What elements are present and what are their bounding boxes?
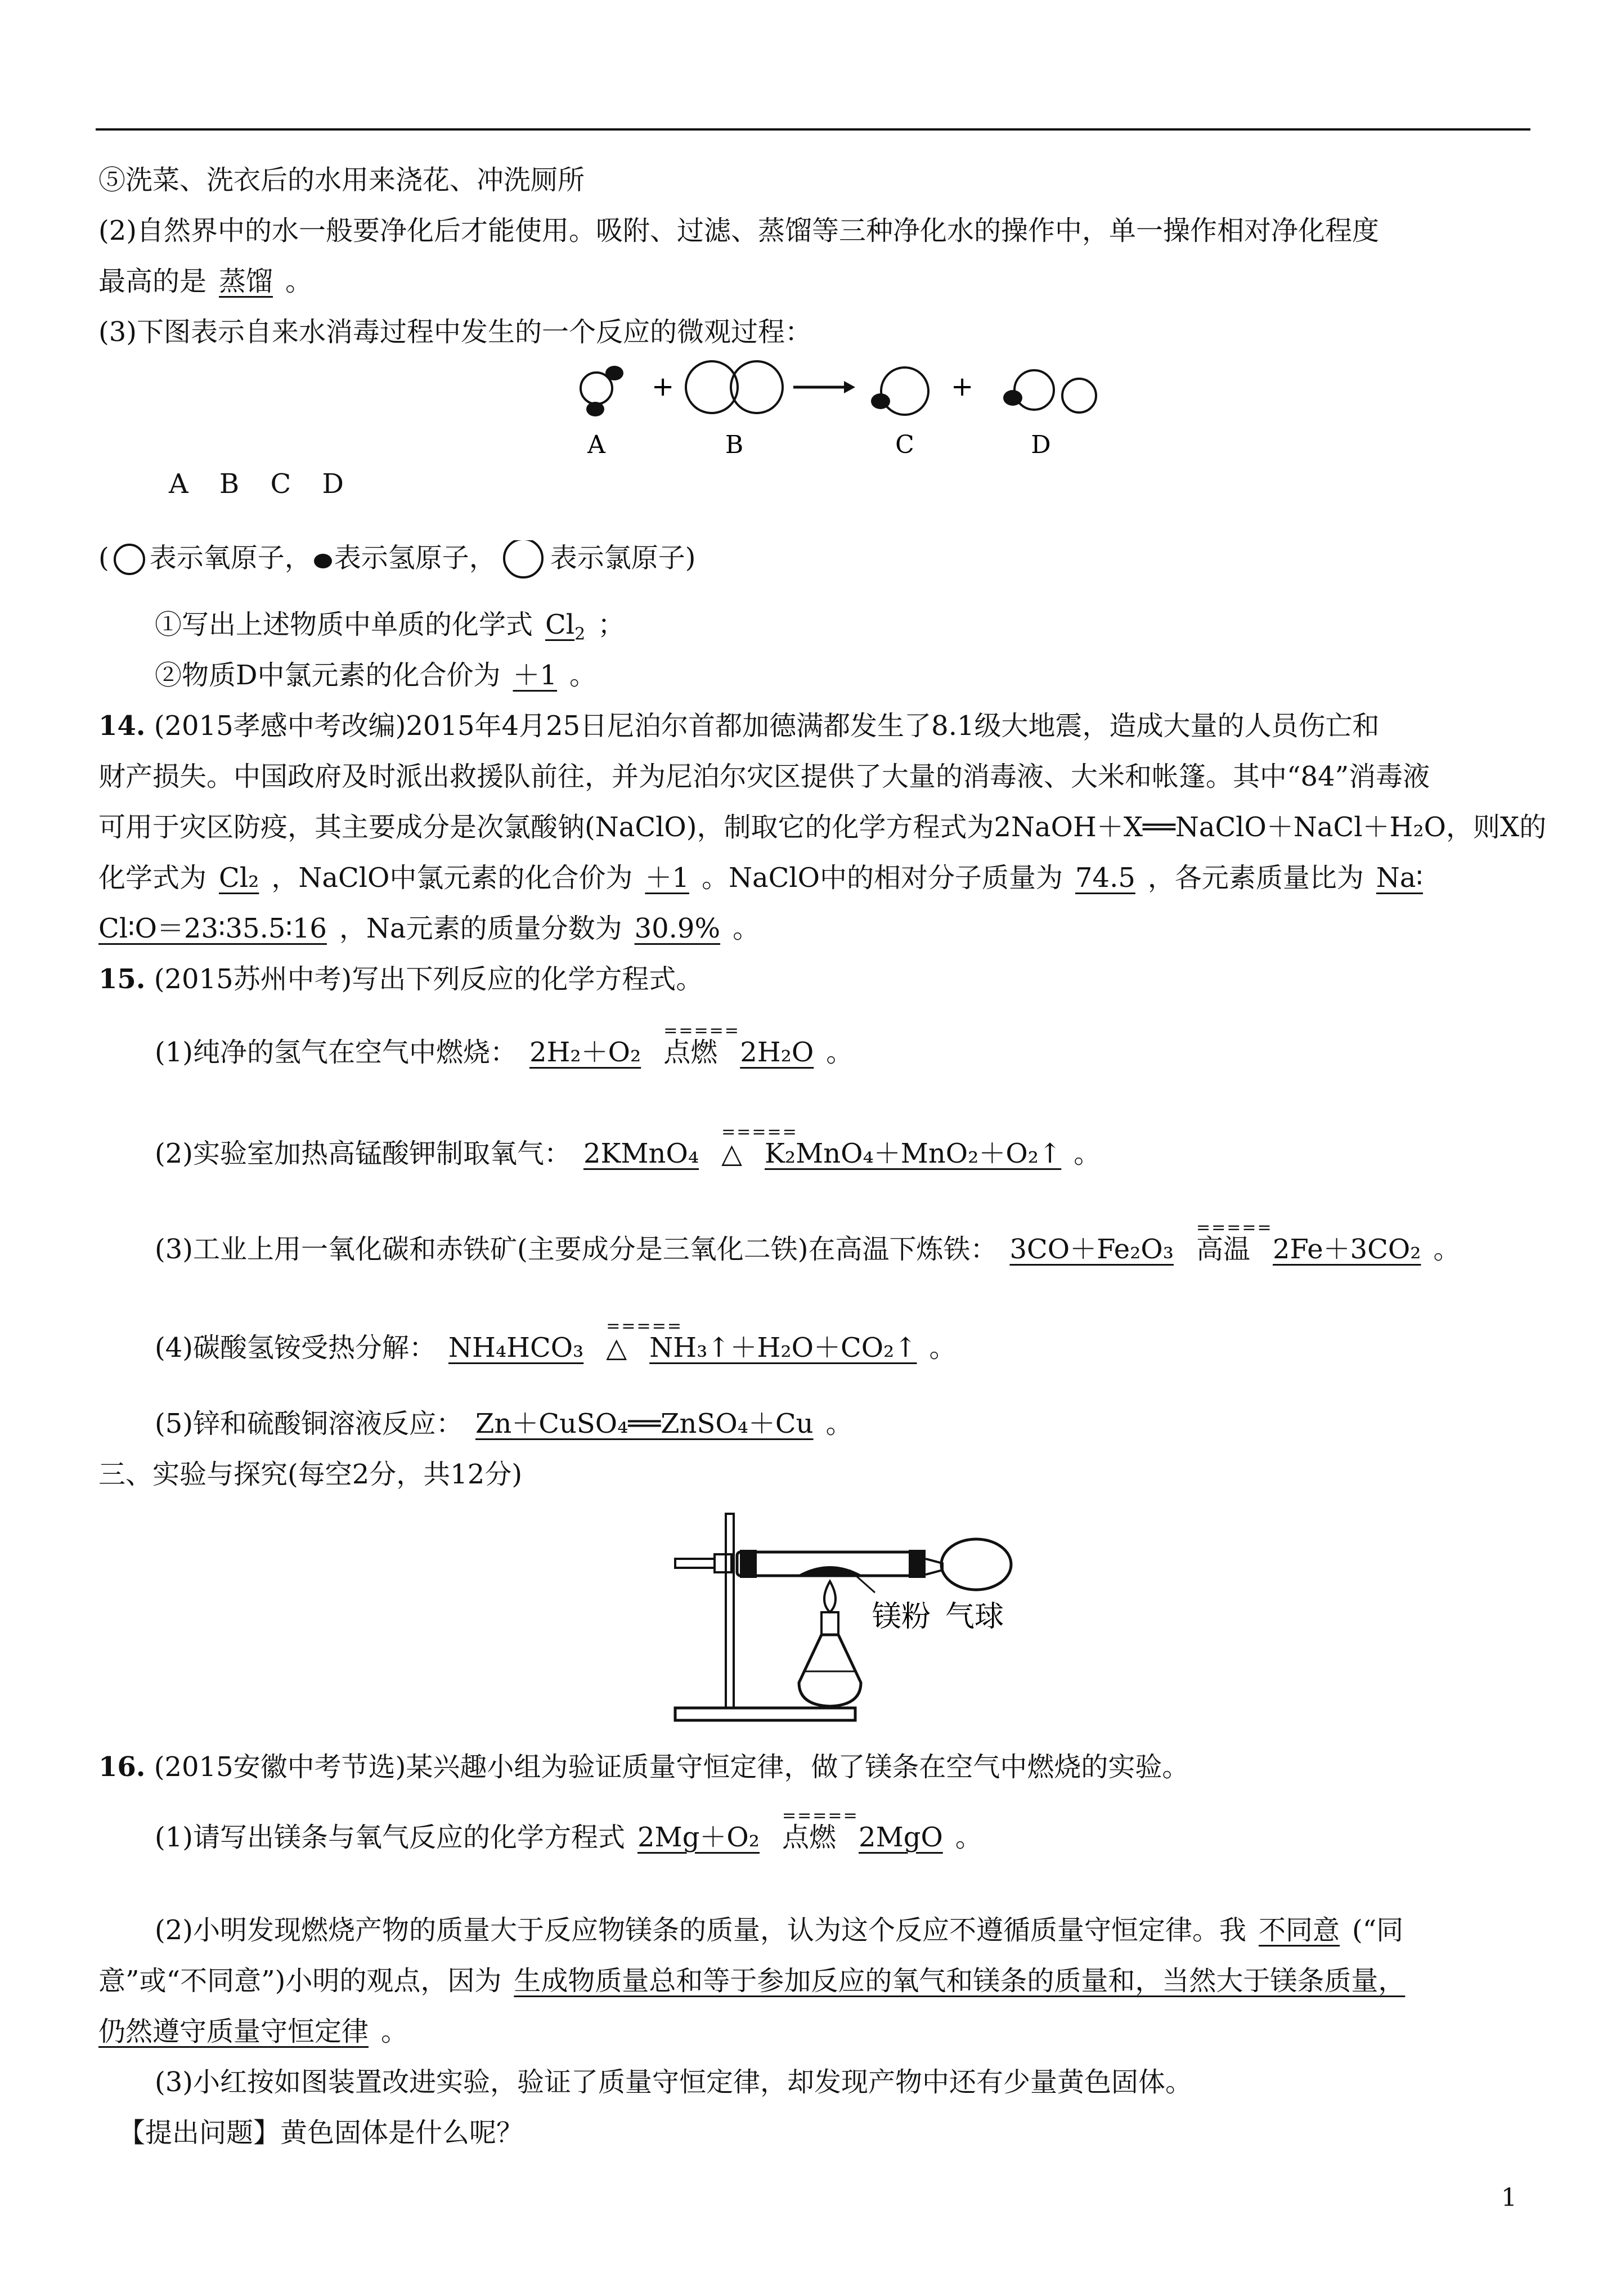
line-legend: ( 表示氧原子， 表示氢原子， 表示氯原子) xyxy=(98,540,696,580)
section-3-title: 三、实验与探究(每空2分，共12分) xyxy=(98,1459,523,1490)
line-question-prompt: 【提出问题】黄色固体是什么呢？ xyxy=(118,2117,524,2149)
page-number: 1 xyxy=(1501,2183,1517,2212)
label-d: D xyxy=(1031,430,1051,459)
label-balloon: 气球 xyxy=(945,1600,1004,1634)
line-q16-2b: 意”或“不同意”)小明的观点，因为 生成物质量总和等于参加反应的氧气和镁条的质量和，当然大于镁条质量， xyxy=(98,1965,1406,1997)
line-r1: (1)纯净的氢气在空气中燃烧： 2H₂＋O₂ ===== 点燃 2H₂O 。 xyxy=(155,1021,854,1068)
label-mg-powder: 镁粉 xyxy=(872,1600,931,1634)
line-r4: (4)碳酸氢铵受热分解： NH₄HCO₃ ===== △ NH₃↑＋H₂O＋CO₂↑ 。 xyxy=(155,1316,957,1364)
answer-distillation: 蒸馏 xyxy=(219,266,273,297)
line-q2a: (2)自然界中的水一般要净化后才能使用。吸附、过滤、蒸馏等三种净化水的操作中，单一操作相对净化程度 xyxy=(98,215,1379,246)
label-c: C xyxy=(895,430,914,459)
svg-text:+: + xyxy=(951,371,974,402)
answer-cl2: $Cl_2$ xyxy=(545,609,586,644)
line-item5: ⑤洗菜、洗衣后的水用来浇花、冲洗厕所 xyxy=(98,164,585,196)
line-abcd: A B C D xyxy=(169,468,344,500)
label-a: A xyxy=(587,430,605,459)
line-q3-1: ①写出上述物质中单质的化学式 $Cl_2$ ； xyxy=(155,609,625,644)
line-q16-2a: (2)小明发现燃烧产物的质量大于反应物镁条的质量，认为这个反应不遵循质量守恒定律。我 不同意 (“同 xyxy=(155,1914,1404,1946)
molecule-reaction-diagram xyxy=(563,352,1114,459)
svg-text:+: + xyxy=(652,371,675,402)
line-q15: 15. (2015苏州中考)写出下列反应的化学方程式。 xyxy=(98,963,703,995)
line-q3-2: ②物质D中氯元素的化合价为 ＋1 。 xyxy=(155,660,597,691)
line-r3: (3)工业上用一氧化碳和赤铁矿(主要成分是三氧化二铁)在高温下炼铁： 3CO＋Fe₂O₃ ===== 高温 2Fe＋3CO₂ 。 xyxy=(155,1218,1461,1265)
line-r2: (2)实验室加热高锰酸钾制取氧气： 2KMnO₄ ===== △ K₂MnO₄＋MnO₂＋O₂↑ 。 xyxy=(155,1122,1101,1169)
line-q16-2c: 仍然遵守质量守恒定律 。 xyxy=(98,2016,408,2047)
chlorine-atom-icon xyxy=(496,540,550,580)
header-rule xyxy=(96,128,1530,131)
oxygen-atom-icon xyxy=(109,544,150,576)
line-q14d: 化学式为 Cl₂ ，NaClO中氯元素的化合价为 ＋1 。NaClO中的相对分子质量为 74.5 ，各元素质量比为 Na∶ xyxy=(98,862,1424,894)
hydrogen-atom-icon xyxy=(312,549,334,571)
answer-valence-d: ＋1 xyxy=(513,660,558,691)
line-q14b: 财产损失。中国政府及时派出救援队前往，并为尼泊尔灾区提供了大量的消毒液、大米和帐篷。其中“84”消毒液 xyxy=(98,761,1430,792)
line-q3: (3)下图表示自来水消毒过程中发生的一个反应的微观过程： xyxy=(98,316,812,348)
line-q14e: Cl∶O＝23∶35.5∶16 ，Na元素的质量分数为 30.9% 。 xyxy=(98,913,760,944)
line-q16-1: (1)请写出镁条与氧气反应的化学方程式 2Mg＋O₂ ===== 点燃 2MgO 。 xyxy=(155,1806,982,1853)
line-q14c: 可用于灾区防疫，其主要成分是次氯酸钠(NaClO)，制取它的化学方程式为2NaOH＋X══NaClO＋NaCl＋H₂O，则X的 xyxy=(98,811,1547,843)
apparatus-figure xyxy=(664,1503,1013,1728)
line-q16-3: (3)小红按如图装置改进实验，验证了质量守恒定律，却发现产物中还有少量黄色固体。 xyxy=(155,2066,1192,2098)
label-b: B xyxy=(725,430,744,459)
line-q16: 16. (2015安徽中考节选)某兴趣小组为验证质量守恒定律，做了镁条在空气中燃烧的实验。 xyxy=(98,1751,1189,1783)
line-r5: (5)锌和硫酸铜溶液反应： Zn＋CuSO₄══ZnSO₄＋Cu 。 xyxy=(155,1408,853,1440)
line-q2b: 最高的是 蒸馏 。 xyxy=(98,266,313,297)
line-q14a: 14. (2015孝感中考改编)2015年4月25日尼泊尔首都加德满都发生了8.1级大地震，造成大量的人员伤亡和 xyxy=(98,710,1380,742)
